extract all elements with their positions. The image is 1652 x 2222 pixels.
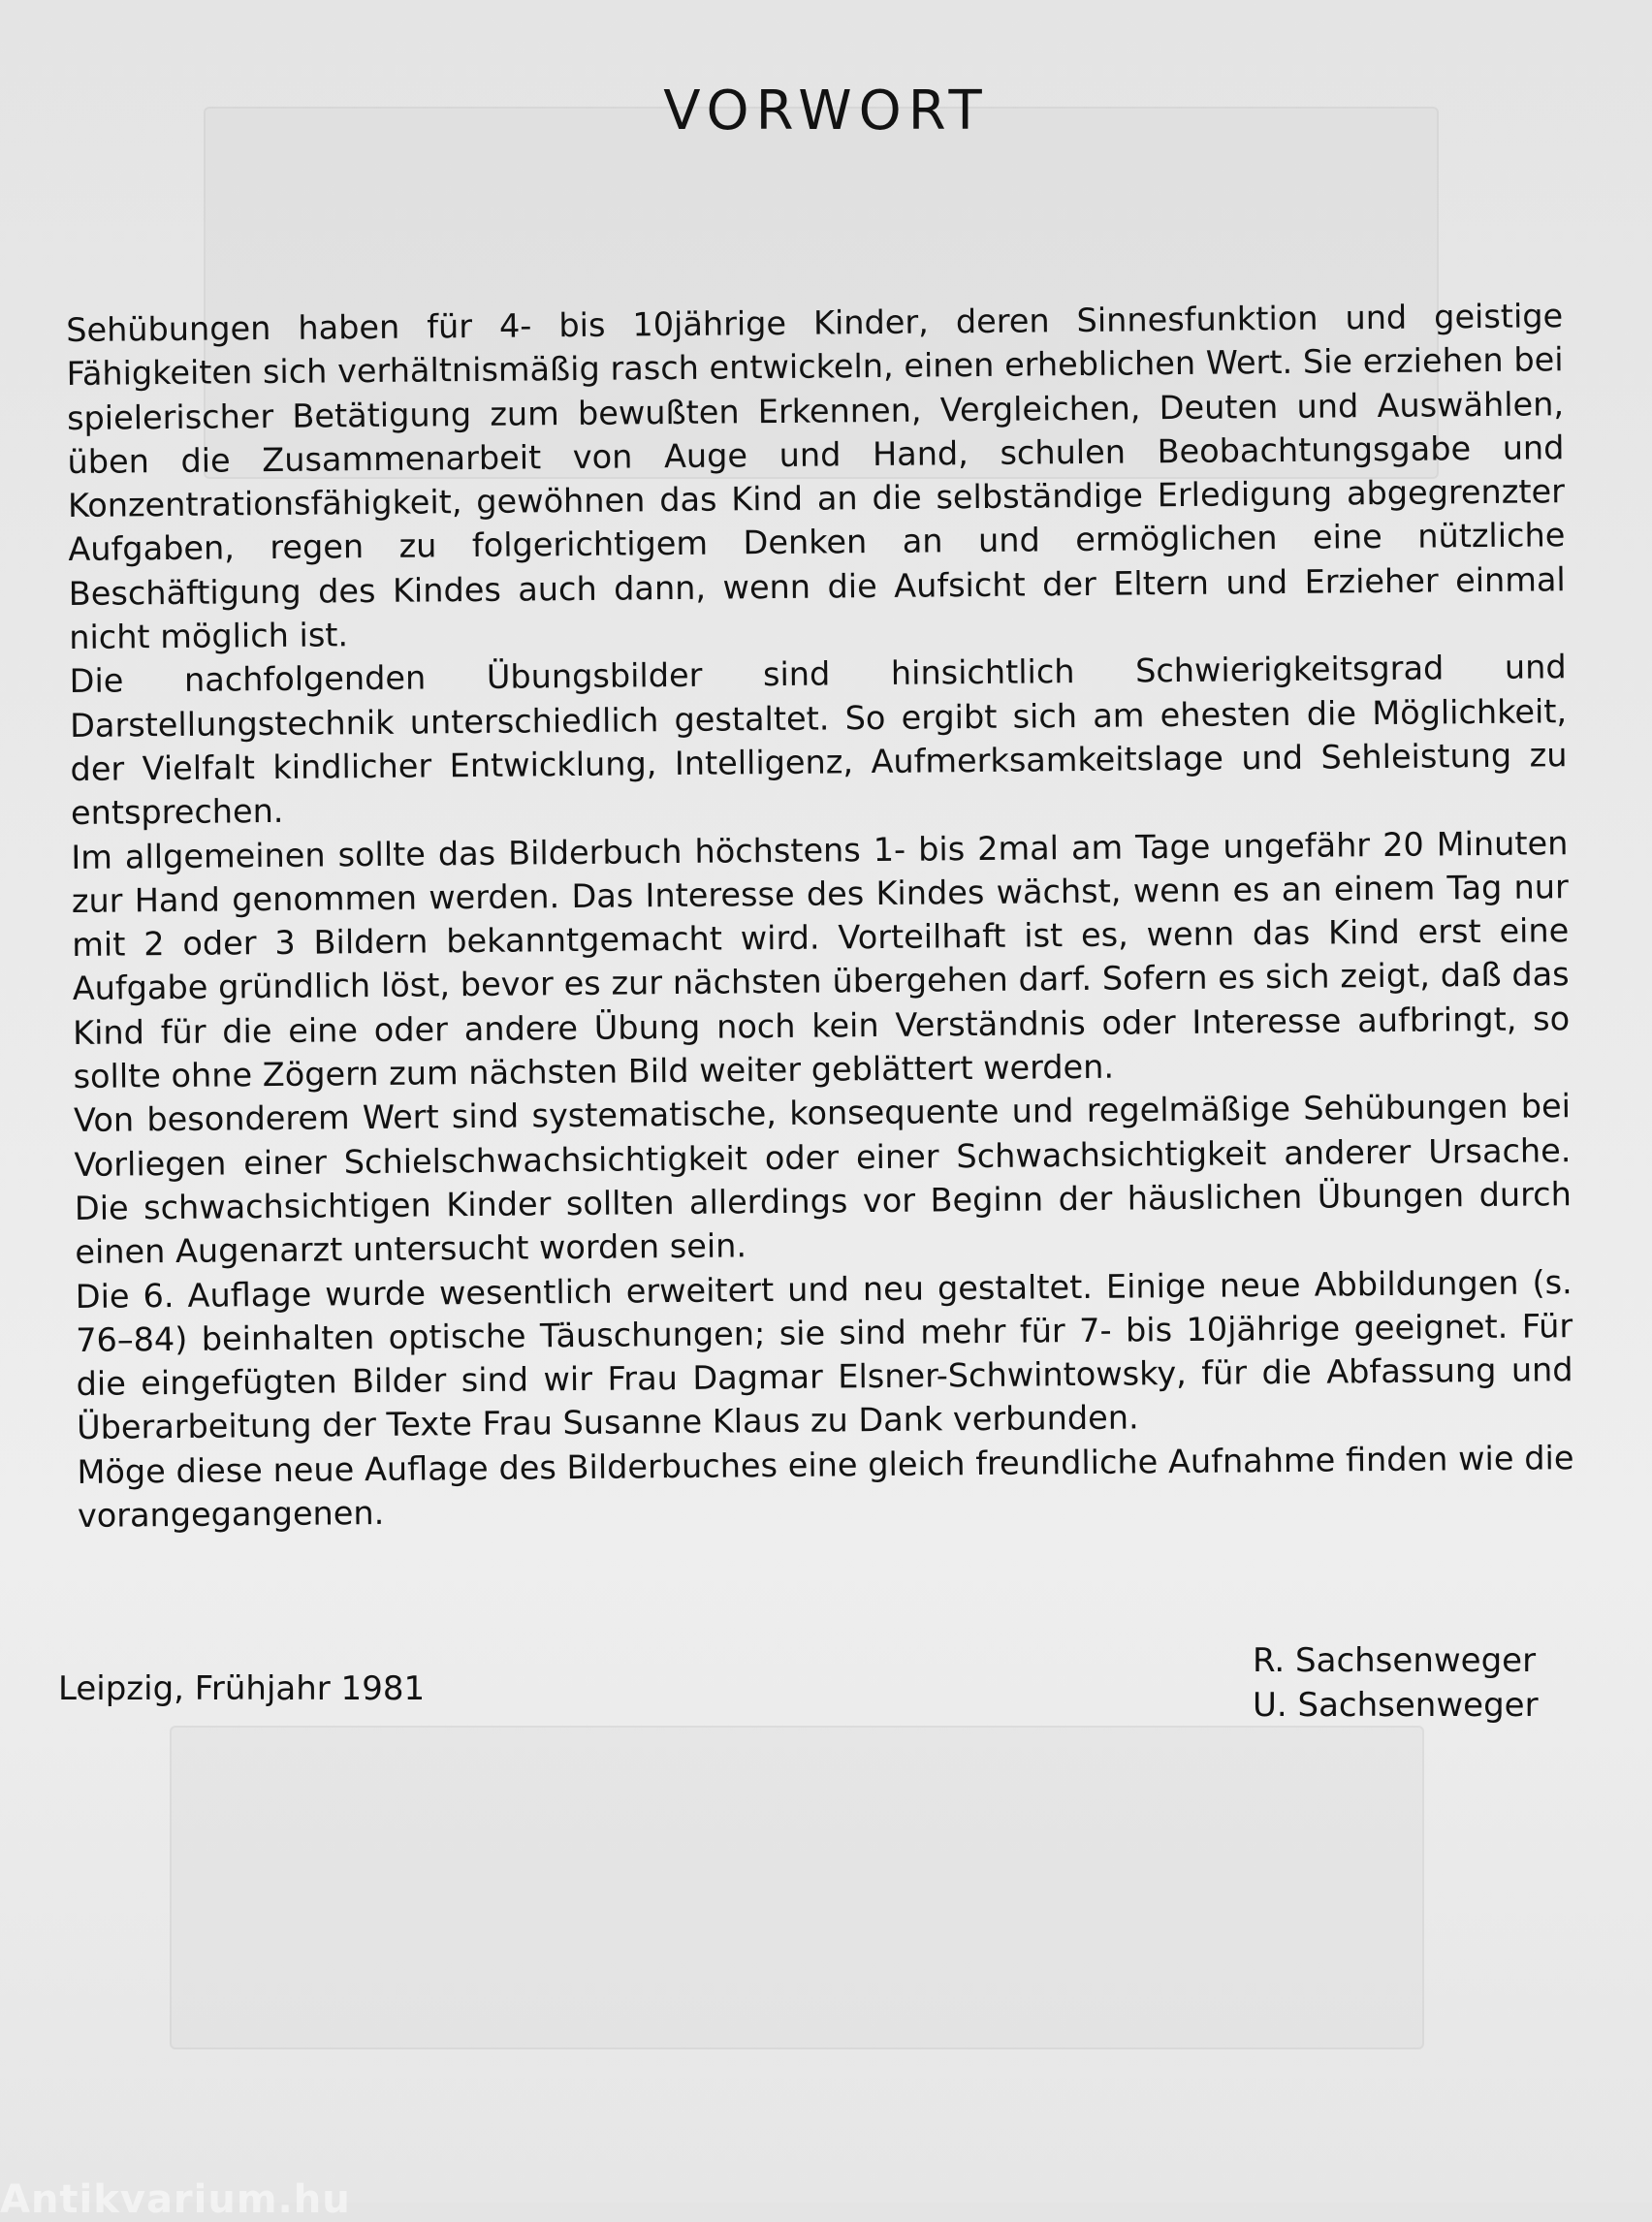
paragraph-intro: Sehübungen haben für 4- bis 10jährige Kinder, deren Sinnesfunktion und geistige Fähigkeiten sich verhältnismäßig rasch entwickeln, einen erheblichen Wert. Sie erziehen bei spielerischer Betätigung zum bewußten Erkennen, Vergleichen, Deuten und Auswählen, üben die Zusammenarbeit von Auge und Hand, schulen Beobachtungsgabe und Konzentrationsfähigkeit, gewöhnen das Kind an die selbständige Erledigung abgegrenzter Aufgaben, regen zu folgerichtigem Denken an und ermöglichen eine nützliche Beschäftigung des Kindes auch dann, wenn die Aufsicht der Eltern und Erzieher einmal nicht möglich ist.: [66, 297, 1566, 657]
signature-author-2: U. Sachsenweger: [1253, 1686, 1539, 1725]
paragraph-exercises: Die nachfolgenden Übungsbilder sind hinsichtlich Schwierigkeitsgrad und Darstellungstechnik unterschiedlich gestaltet. So ergibt sich am ehesten die Möglichkeit, der Vielfalt kindlicher Entwicklung, Intelligenz, Aufmerksamkeitslage und Sehleistung zu entsprechen.: [69, 648, 1568, 833]
paragraph-usage: Im allgemeinen sollte das Bilderbuch höchstens 1- bis 2mal am Tage ungefähr 20 Minuten zur Hand genommen werden. Das Interesse des Kindes wächst, wenn es an einem Tag nur mit 2 oder 3 Bildern bekanntgemacht wird. Vorteilhaft ist es, wenn das Kind erst eine Aufgabe gründlich löst, bevor es zur nächsten übergehen darf. Sofern es sich zeigt, daß das Kind für die eine oder andere Übung noch kein Verständnis oder Interesse aufbringt, so sollte ohne Zögern zum nächsten Bild weiter geblättert werden.: [71, 823, 1571, 1096]
signature-author-1: R. Sachsenweger: [1253, 1641, 1537, 1680]
show-through-image-bottom: [170, 1726, 1424, 2049]
page-title: VORWORT: [663, 79, 989, 143]
paragraph-amblyopia: Von besonderem Wert sind systematische, konsequente und regelmäßige Sehübungen bei Vorliegen einer Schielschwachsichtigkeit oder einer Schwachsichtigkeit anderer Ursache. Die schwachsichtigen Kinder sollten allerdings vor Beginn der häuslichen Übungen durch einen Augenarzt untersucht worden sein.: [73, 1087, 1573, 1272]
paragraph-closing: Möge diese neue Auflage des Bilderbuches eine gleich freundliche Aufnahme finden wie die vorangegangenen.: [77, 1438, 1574, 1535]
paragraph-edition: Die 6. Auflage wurde wesentlich erweitert und neu gestaltet. Einige neue Abbildungen (s. 76–84) beinhalten optische Täuschungen; sie sind mehr für 7- bis 10jährige geeignet. Für die eingefügten Bilder sind wir Frau Dagmar Elsner-Schwintowsky, für die Abfassung und Überarbeitung der Texte Frau Susanne Klaus zu Dank verbunden.: [75, 1262, 1573, 1447]
watermark: Antikvarium.hu: [0, 2177, 351, 2222]
foreword-body: [66, 294, 1574, 1538]
signature-block: [1253, 1638, 1539, 1728]
place-date: Leipzig, Frühjahr 1981: [58, 1669, 426, 1708]
